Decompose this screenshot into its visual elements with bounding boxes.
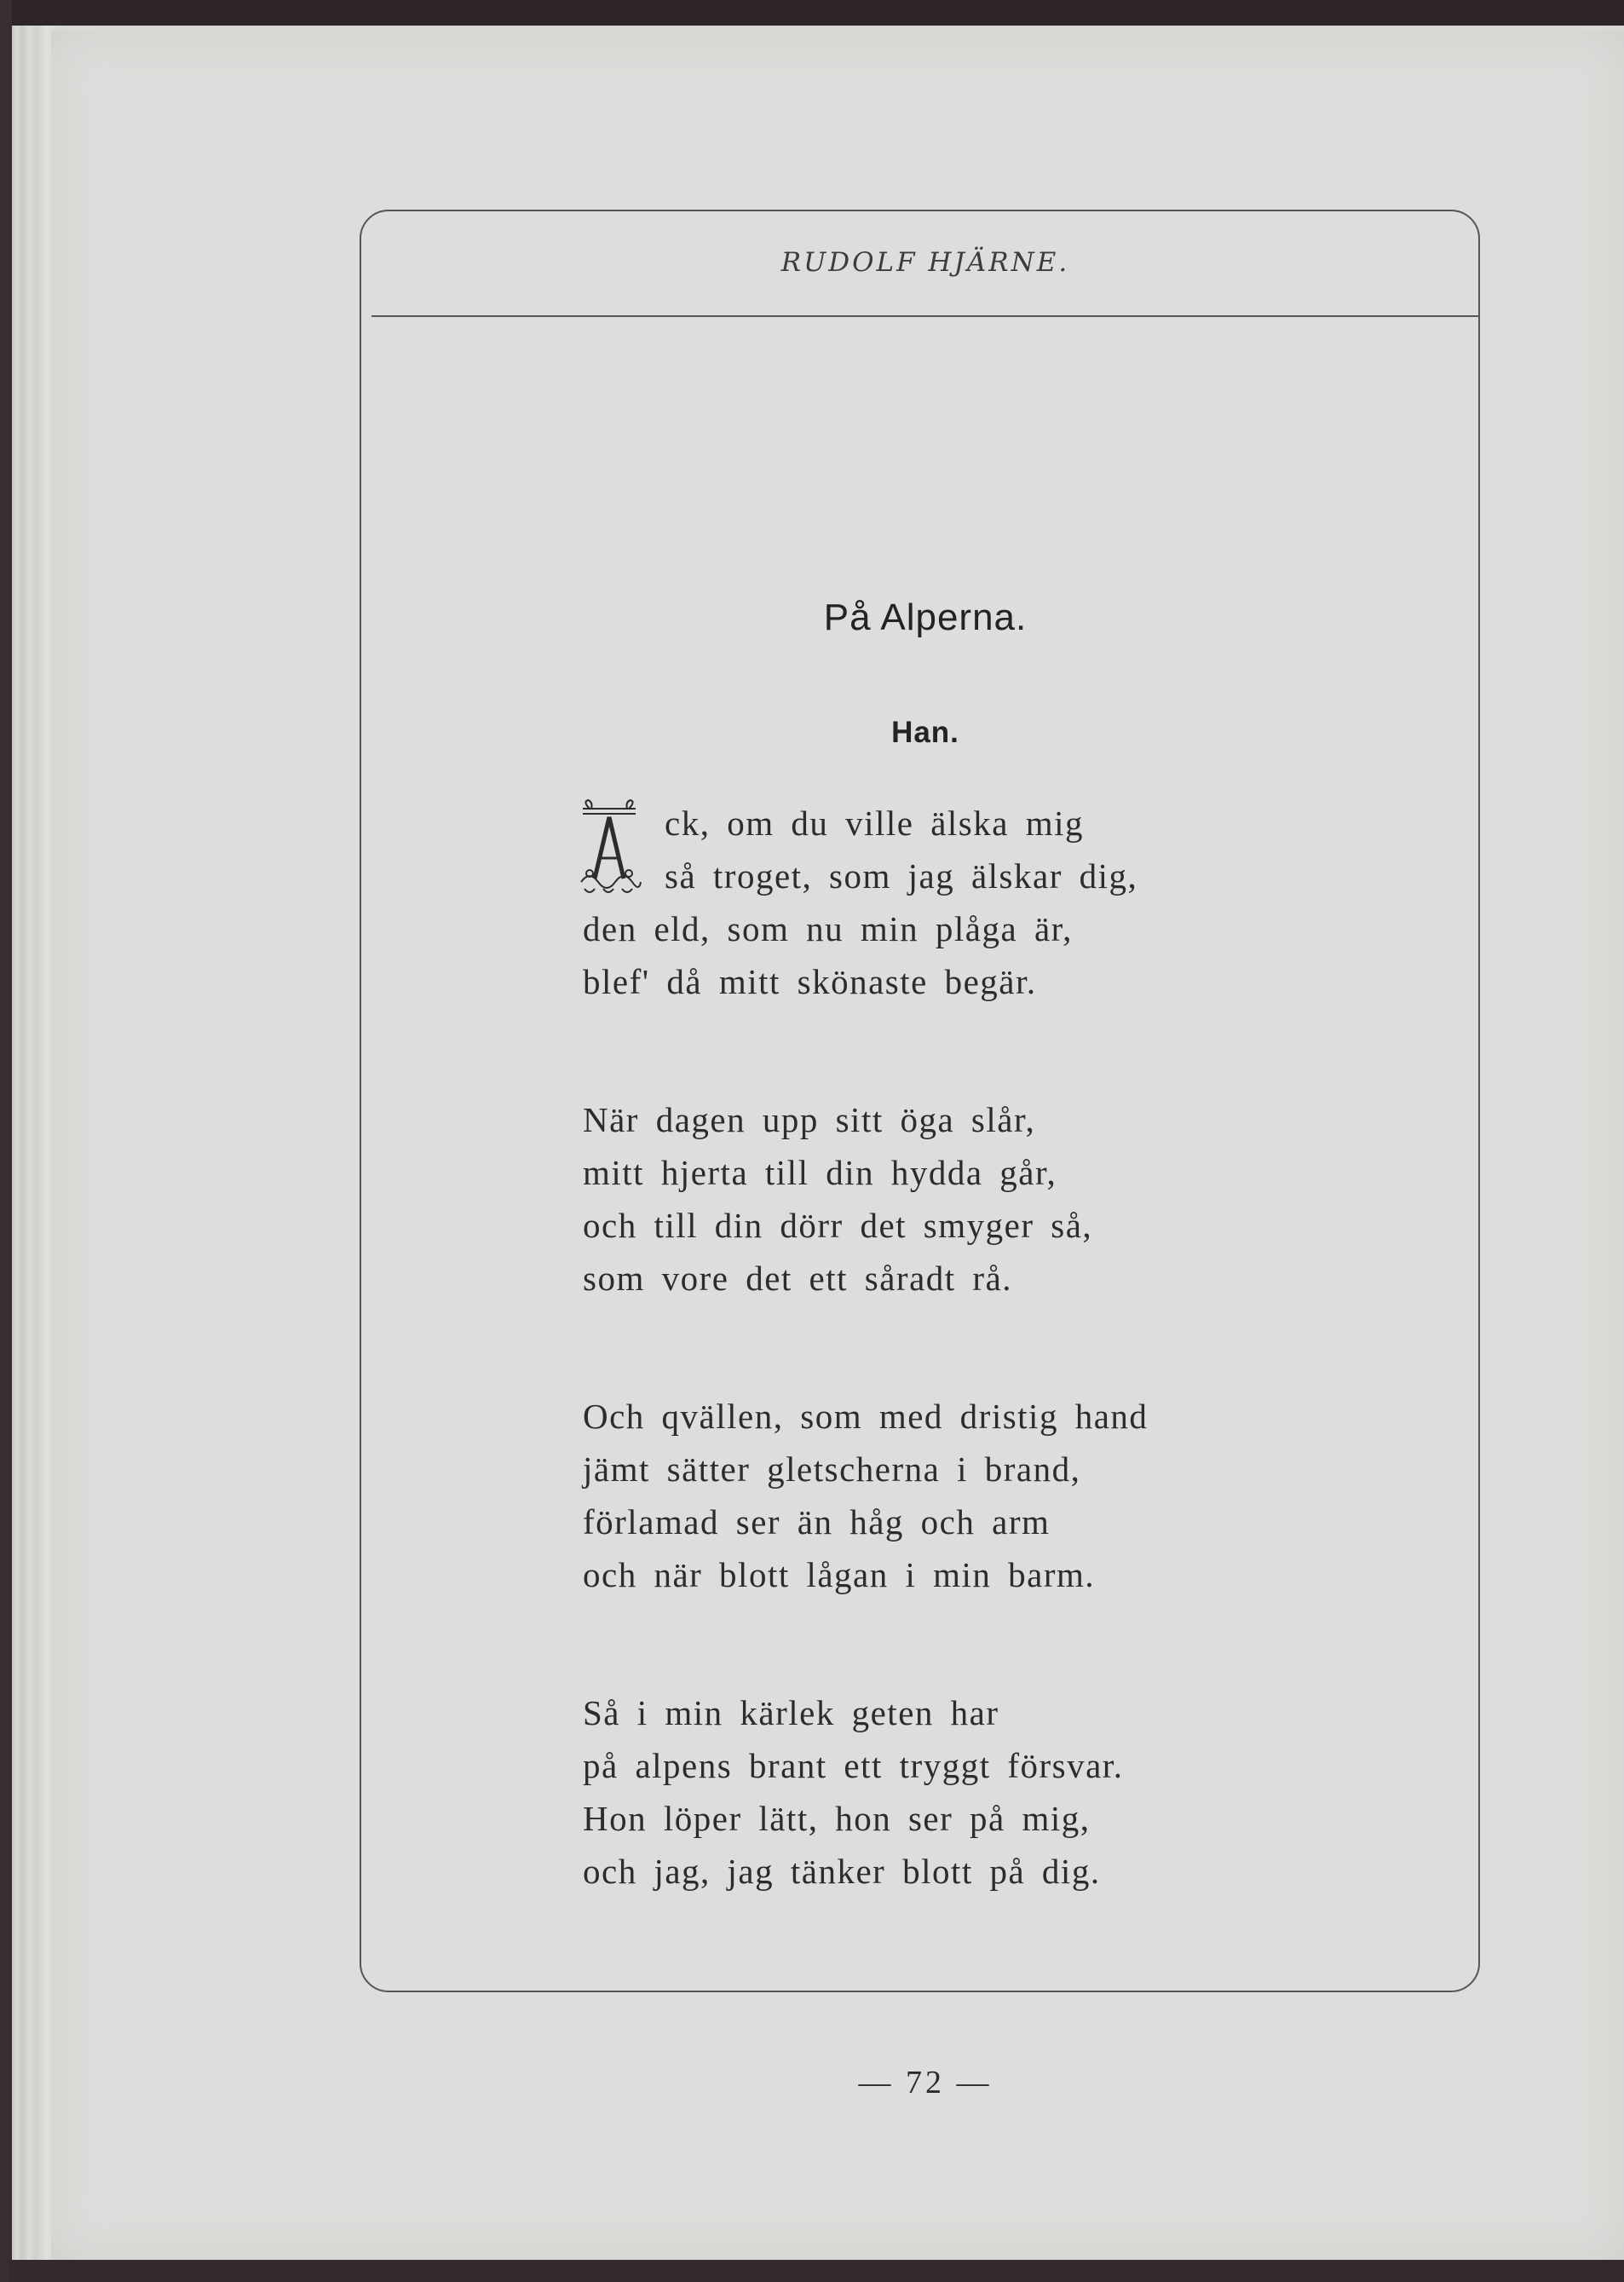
ornamental-initial-letter: A [406,626,408,627]
book-spine-edge [0,0,12,2282]
verse-line: blef' då mitt skönaste begär. [583,962,1037,1001]
verse-line: mitt hjerta till din hydda går, [583,1153,1057,1192]
stanza-3 [583,1390,1350,1601]
verse-line: så troget, som jag älskar dig, [665,856,1138,896]
verse-line: När dagen upp sitt öga slår, [583,1100,1036,1139]
header-rule [371,315,1479,317]
verse-line: på alpens brant ett tryggt försvar. [583,1746,1124,1785]
verse-line: Hon löper lätt, hon ser på mig, [583,1799,1091,1838]
verse-line: den eld, som nu min plåga är, [583,909,1073,948]
verse-line: Och qvällen, som med dristig hand [583,1397,1149,1436]
verse-line: förlamad ser än håg och arm [583,1502,1051,1542]
stanza-2 [583,1093,1350,1305]
verse-line: och till din dörr det smyger så, [583,1206,1093,1245]
page-number: — 72 — [858,2065,993,2100]
verse-line: och när blott lågan i min barm. [583,1555,1096,1594]
verse-line: jämt sätter gletscherna i brand, [583,1449,1081,1489]
verse-line: och jag, jag tänker blott på dig. [583,1852,1101,1891]
ornamental-initial-a-icon [406,626,642,897]
verse-line: som vore det ett såradt rå. [583,1259,1013,1298]
book-bottom-edge [9,2260,1624,2282]
poem-body [406,626,1350,1898]
verse-line: ck, om du ville älska mig [665,804,1084,843]
verse-line: Så i min kärlek geten har [583,1693,999,1732]
book-top-edge [0,0,1624,29]
running-head: RUDOLF HJÄRNE. [780,247,1070,278]
poem-subtitle: Han. [891,716,959,749]
stanza-4 [583,1686,1350,1898]
stanza-1 [583,797,1350,1008]
poem-title: På Alperna. [823,596,1028,638]
